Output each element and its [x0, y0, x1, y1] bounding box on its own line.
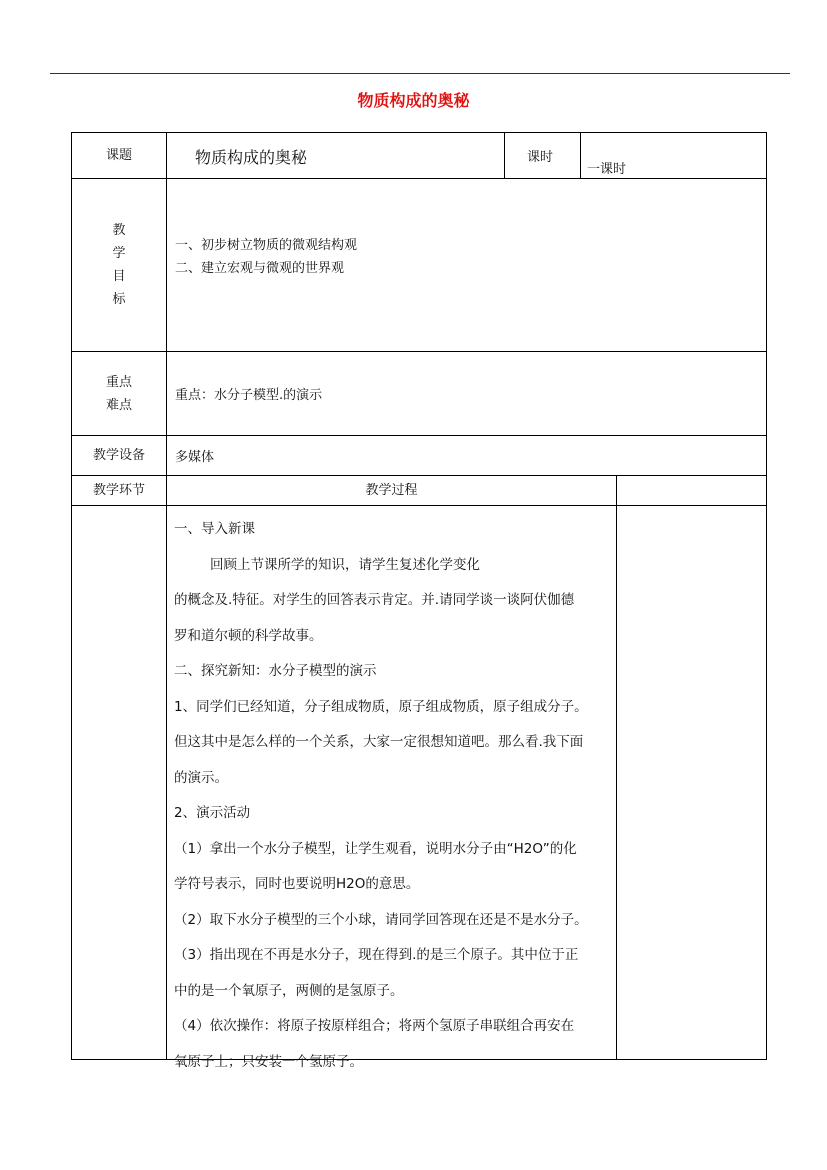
process-text	[174, 512, 614, 1080]
process-line: 学符号表示，同时也要说明H2O的意思。	[174, 876, 420, 892]
key-value-cell	[166, 351, 767, 436]
stage-body-cell	[71, 505, 167, 1060]
goal-item: 二、建立宏观与微观的世界观	[175, 261, 345, 276]
header-rule	[50, 73, 790, 74]
topic-value: 物质构成的奥秘	[195, 148, 308, 167]
topic-label: 课题	[105, 147, 132, 163]
process-line: 回顾上节课所学的知识，请学生复述化学变化	[210, 556, 480, 573]
process-line: 二、探究新知：水分子模型的演示	[174, 663, 377, 679]
equipment-label-cell	[71, 435, 167, 476]
document-title: 物质构成的奥秘	[357, 91, 470, 110]
process-line: （1）拿出一个水分子模型，让学生观看，说明水分子由“H2O”的化	[174, 840, 577, 857]
process-line: 一、导入新课	[174, 521, 255, 537]
notes-header-cell	[616, 475, 767, 506]
hours-label: 课时	[527, 150, 554, 165]
hours-label-cell	[504, 132, 581, 179]
goals-label-cell	[71, 178, 167, 352]
process-label: 教学过程	[365, 482, 418, 498]
process-line: 2、演示活动	[174, 805, 251, 821]
process-line: 中的是一个氧原子，两侧的是氢原子。	[174, 982, 404, 999]
topic-value-cell	[166, 132, 505, 179]
process-line: 的演示。	[174, 769, 228, 786]
stage-label: 教学环节	[92, 482, 145, 498]
process-line: 的概念及.特征。对学生的回答表示肯定。并.请同学谈一谈阿伏伽德	[174, 592, 575, 608]
equipment-label: 教学设备	[92, 447, 145, 463]
key-label-cell	[71, 351, 167, 436]
process-line: 氧原子上；只安装一个氢原子。	[174, 1053, 363, 1070]
hours-value-cell	[580, 132, 767, 179]
process-line: （2）取下水分子模型的三个小球，请同学回答现在还是不是水分子。	[174, 911, 588, 928]
equipment-value: 多媒体	[175, 450, 215, 465]
goals-value-cell	[166, 178, 767, 352]
key-label: 重点 难点	[105, 374, 132, 413]
topic-label-cell	[71, 132, 167, 179]
goal-item: 一、初步树立物质的微观结构观	[175, 238, 358, 253]
hours-value: 一课时	[587, 162, 627, 177]
process-line: 但这其中是怎么样的一个关系，大家一定很想知道吧。那么看.我下面	[174, 734, 584, 750]
process-line: 1、同学们已经知道，分子组成物质，原子组成物质，原子组成分子。	[174, 698, 588, 715]
process-line: （3）指出现在不再是水分子，现在得到.的是三个原子。其中位于正	[174, 947, 579, 963]
process-line: （4）依次操作：将原子按原样组合；将两个氢原子串联组合再安在	[174, 1018, 575, 1034]
goals-label: 教 学 目 标	[112, 223, 126, 307]
process-label-cell	[166, 475, 617, 506]
equipment-value-cell	[166, 435, 767, 476]
key-value: 重点：水分子模型.的演示	[175, 388, 323, 403]
process-line: 罗和道尔顿的科学故事。	[174, 627, 323, 644]
stage-label-cell	[71, 475, 167, 506]
notes-body-cell	[616, 505, 767, 1060]
